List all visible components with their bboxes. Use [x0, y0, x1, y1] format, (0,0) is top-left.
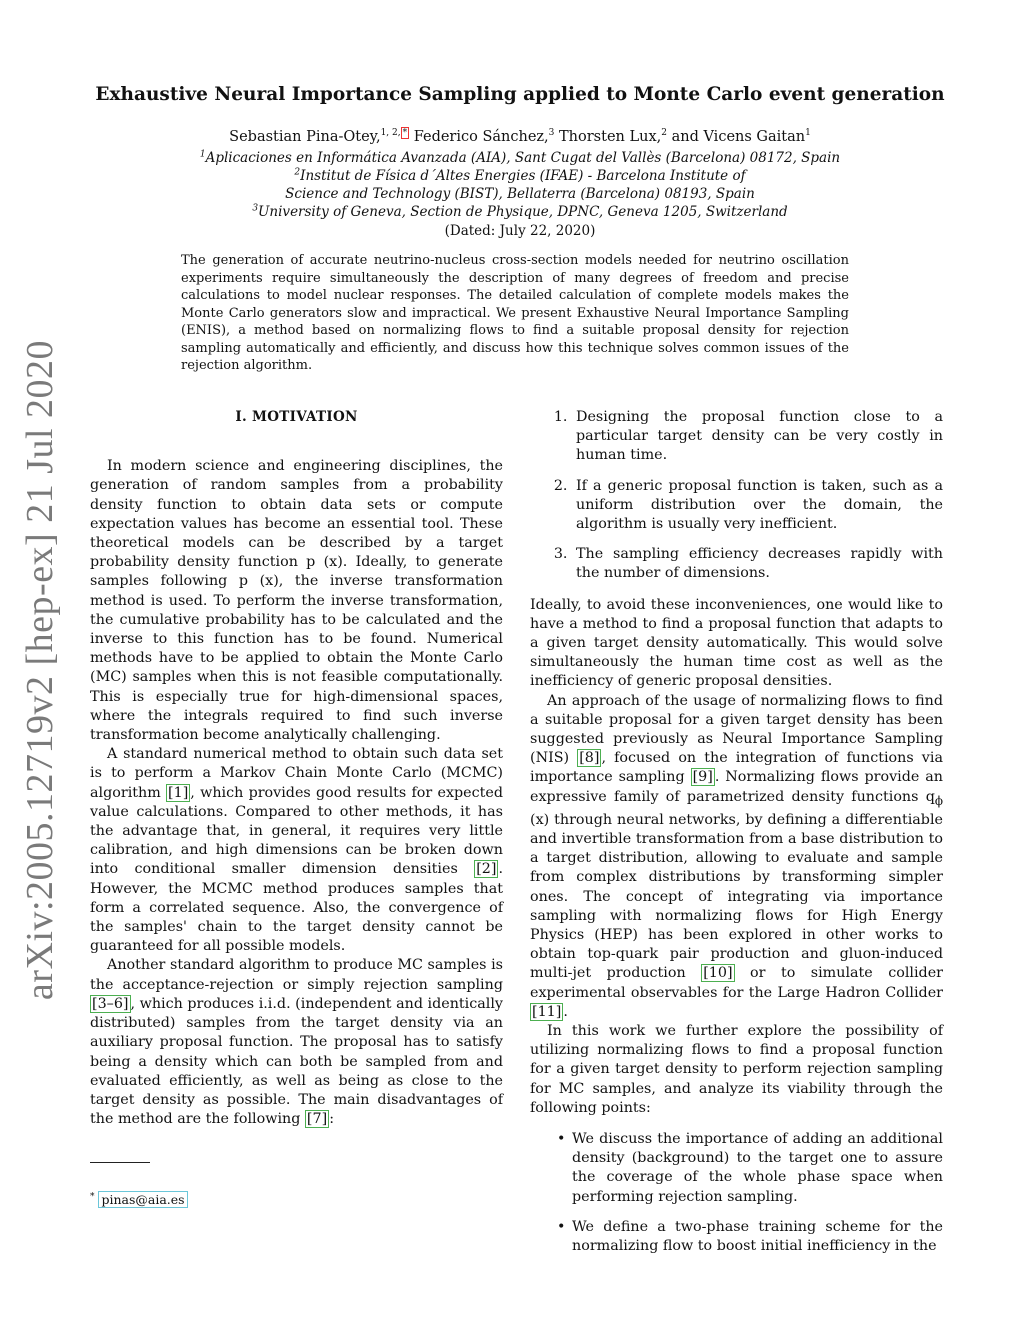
citation-link[interactable]: [1] [168, 784, 189, 801]
dated-line: (Dated: July 22, 2020) [444, 223, 596, 239]
disadvantages-list [530, 408, 943, 584]
citation-link[interactable]: [7] [306, 1111, 328, 1128]
author-1: Sebastian Pina-Otey, [229, 129, 381, 145]
list-item: • We define a two-phase training scheme for the normalizing flow to boost initial inefficiency in the [572, 1218, 943, 1256]
paragraph: In this work we further explore the possibility of utilizing normalizing flows to find a proposal function for a given target density to perform rejection sampling for MC samples, and analyze its viability through the following points: [530, 1022, 943, 1116]
section-heading: I. MOTIVATION [235, 409, 358, 425]
list-item: • We discuss the importance of adding an additional density (background) to the target one to assure the coverage of the whole phase space when performing rejection sampling. [572, 1130, 943, 1207]
left-column [90, 408, 503, 1129]
abstract: The generation of accurate neutrino-nucleus cross-section models needed for neutrino oscillation experiments require simultaneously the description of many degrees of freedom and precise calculations to model nuclear responses. The detailed calculation of complete models makes the Monte Carlo generators slow and impractical. We present Exhaustive Neural Importance Sampling (ENIS), a method based on normalizing flows to find a suitable proposal density for rejection sampling automatically and efficiently, and discuss how this technique solves common issues of the rejection algorithm. [181, 253, 849, 373]
citation-link[interactable]: [3–6] [92, 995, 129, 1012]
author-line: Sebastian Pina-Otey,$^{1, 2,}$ * Federico Sánchez,$^3$ Thorsten Lux,$^2$ and Vicens Gaitan$^1$ [229, 128, 811, 145]
author-2: Federico Sánchez, [409, 129, 549, 145]
footnote: * pinas@aia.es [90, 1192, 188, 1207]
list-item: 2. If a generic proposal function is taken, such as a uniform distribution over the domain, the algorithm is usually very inefficient. [572, 477, 943, 535]
arxiv-stamp [4, 339, 76, 1001]
affiliation-2: $^2$Institut de Física d´Altes Energies (IFAE) - Barcelona Institute of [294, 167, 746, 184]
list-item: 1. Designing the proposal function close to a particular target density can be very costly in human time. [572, 408, 943, 466]
paragraph: In modern science and engineering disciplines, the generation of random samples from a probability density function to obtain data sets or compute expectation values has become an essential tool. These theoretical models can be described by a target probability density function p (x). Ideally, to generate samples following p (x), the inverse transformation method is used. To perform the inverse transformation, the cumulative probability has to be calculated and the inverse to this function has to be found. Numerical methods have to be applied to obtain the Monte Carlo (MC) samples when this is not feasible computationally. This is especially true for high-dimensional spaces, where the integrals required to find such inverse transformation become analytically challenging. [90, 458, 503, 744]
affiliation-3: $^3$University of Geneva, Section de Physique, DPNC, Geneva 1205, Switzerland [252, 203, 788, 220]
paragraph: Ideally, to avoid these inconveniences, one would like to have a method to find a proposal function that adapts to a given target density automatically. This would solve simultaneously the human time cost as well as the inefficiency of generic proposal densities. [530, 596, 943, 690]
citation-link[interactable]: [2] [476, 861, 497, 878]
citation-link[interactable]: [9] [692, 769, 713, 786]
footnote-link[interactable]: * [402, 128, 408, 139]
paragraph: A standard numerical method to obtain such data set is to perform a Markov Chain Monte Carlo (MCMC) algorithm [1] , which provides good results for expected value calculations. Compared to other methods, it has the advantage that, in general, it requires very little calibration, and high dimensions can be broken down into conditional smaller dimension densities [2] . However, the MCMC method produces samples that form a correlated sequence. Also, the convergence of the samples' chain to the target density cannot be guaranteed for all possible models. [90, 746, 503, 955]
citation-link[interactable]: [11] [532, 1003, 562, 1020]
footnote-rule [90, 1162, 150, 1163]
right-column [530, 408, 943, 1267]
author-3: Thorsten Lux, [554, 129, 662, 145]
citation-link[interactable]: [10] [703, 965, 733, 982]
arxiv-id: arXiv:2005.12719v2 [hep-ex] 21 Jul 2020 [19, 339, 61, 1001]
list-item: 3. The sampling efficiency decreases rapidly with the number of dimensions. [572, 545, 943, 583]
paragraph: Another standard algorithm to produce MC samples is the acceptance-rejection or simply rejection sampling [3–6] , which produces i.i.d. (independent and identically distributed) samples from the target density via an auxiliary proposal function. The proposal has to satisfy being a density which can both be sampled from and evaluated efficiently, as well as being as close to the target density as possible. The main disadvantages of the method are the following [7] : [90, 957, 503, 1128]
points-list [530, 1130, 943, 1256]
paragraph: An approach of the usage of normalizing flows to find a suitable proposal for a given target density has been suggested previously as Neural Importance Sampling (NIS) [8] , focused on the integration of functions via importance sampling [9] . Normalizing flows provide an expressive family of parametrized density functions $q_\phi$ (x) through neural networks, by defining a differentiable and invertible transformation from a base distribution to a target distribution, allowing to evaluate and sample from complex distributions by transforming simpler ones. The concept of integrating via importance sampling with normalizing flows for High Energy Physics (HEP) has been explored in other works to obtain top-quark pair production and gluon-induced multi-jet production [10] or to simulate collider experimental observables for the Large Hadron Collider [11] . [530, 692, 944, 1020]
citation-link[interactable]: [8] [579, 750, 600, 767]
author-4: and Vicens Gaitan [666, 129, 806, 145]
paper-header [90, 84, 950, 239]
paper-title: Exhaustive Neural Importance Sampling applied to Monte Carlo event generation [95, 84, 945, 105]
affiliation-2-cont: Science and Technology (BIST), Bellaterra (Barcelona) 08193, Spain [285, 186, 755, 202]
email-link[interactable]: pinas@aia.es [98, 1191, 187, 1208]
affiliation-1: $^1$Aplicaciones en Informática Avanzada (AIA), Sant Cugat del Vallès (Barcelona) 08172, Spain [199, 149, 841, 166]
